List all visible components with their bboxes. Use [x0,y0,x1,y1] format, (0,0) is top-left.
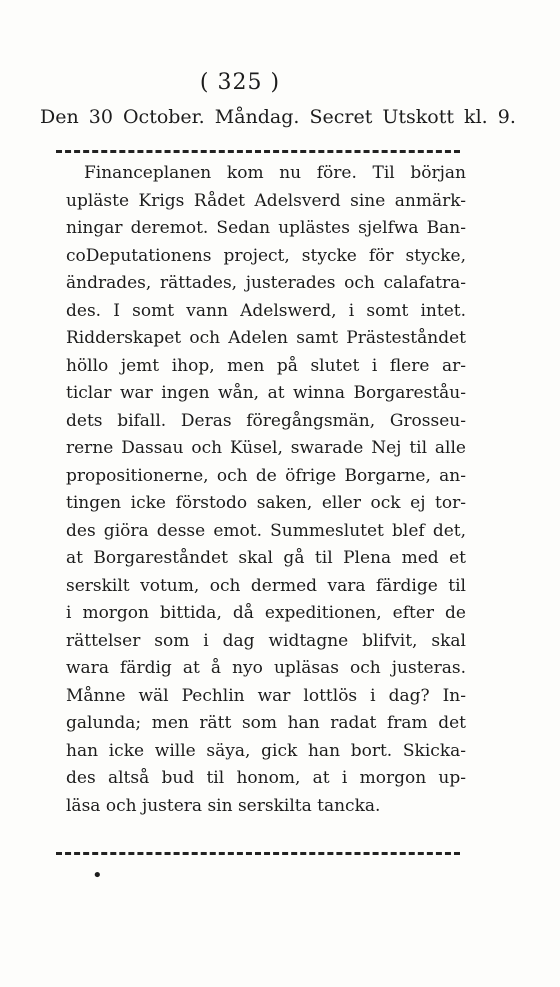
text-line: han icke wille säya, gick han bort. Skicka- [66,740,466,761]
text-line: Financeplanen kom nu före. Til början [84,163,466,183]
text-line: des altså bud til honom, at i morgon up- [66,768,466,788]
text-line: propositionerne, och de öfrige Borgarne, an- [66,465,466,486]
printer-mark: • [92,865,103,886]
text-line: läsa och justera sin serskilta tancka. [66,795,381,816]
top-dashed-rule [56,150,460,153]
text-line: upläste Krigs Rådet Adelsverd sine anmärk- [66,190,466,211]
text-line: rerne Dassau och Küsel, swarade Nej til alle [66,438,466,458]
text-line: höllo jemt ihop, men på slutet i flere ar- [66,355,466,376]
body-text [66,160,466,820]
bottom-dashed-rule [56,852,460,855]
text-line: coDeputationens project, stycke för stycke, [66,245,466,266]
text-line: tingen icke förstodo saken, eller ock ej tor- [66,493,466,513]
text-line: at Borgareståndet skal gå til Plena med et [66,548,466,568]
entry-heading: Den 30 October. Måndag. Secret Utskott kl. 9. [40,106,516,128]
text-line: ändrades, rättades, justerades och calafatra- [66,273,466,293]
text-line: serskilt votum, och dermed vara färdige til [66,575,466,596]
text-line: galunda; men rätt som han radat fram det [66,713,466,733]
text-line: rättelser som i dag widtagne blifvit, skal [66,630,466,651]
text-line: des giöra desse emot. Summeslutet blef det, [66,520,466,541]
text-line: ticlar war ingen wån, at winna Borgareståu- [66,383,466,403]
text-line: Ridderskapet och Adelen samt Prästeståndet [66,328,466,348]
text-line: des. I somt vann Adelswerd, i somt intet. [66,300,466,321]
text-line: Månne wäl Pechlin war lottlös i dag? In- [66,685,466,706]
text-line: dets bifall. Deras föregångsmän, Grosseu- [66,410,466,431]
text-line: i morgon bittida, då expeditionen, efter de [66,603,466,623]
page-number: ( 325 ) [199,70,281,95]
text-line: ningar deremot. Sedan uplästes sjelfwa Ban- [66,218,466,238]
text-line: wara färdig at å nyo upläsas och justeras. [66,658,466,678]
